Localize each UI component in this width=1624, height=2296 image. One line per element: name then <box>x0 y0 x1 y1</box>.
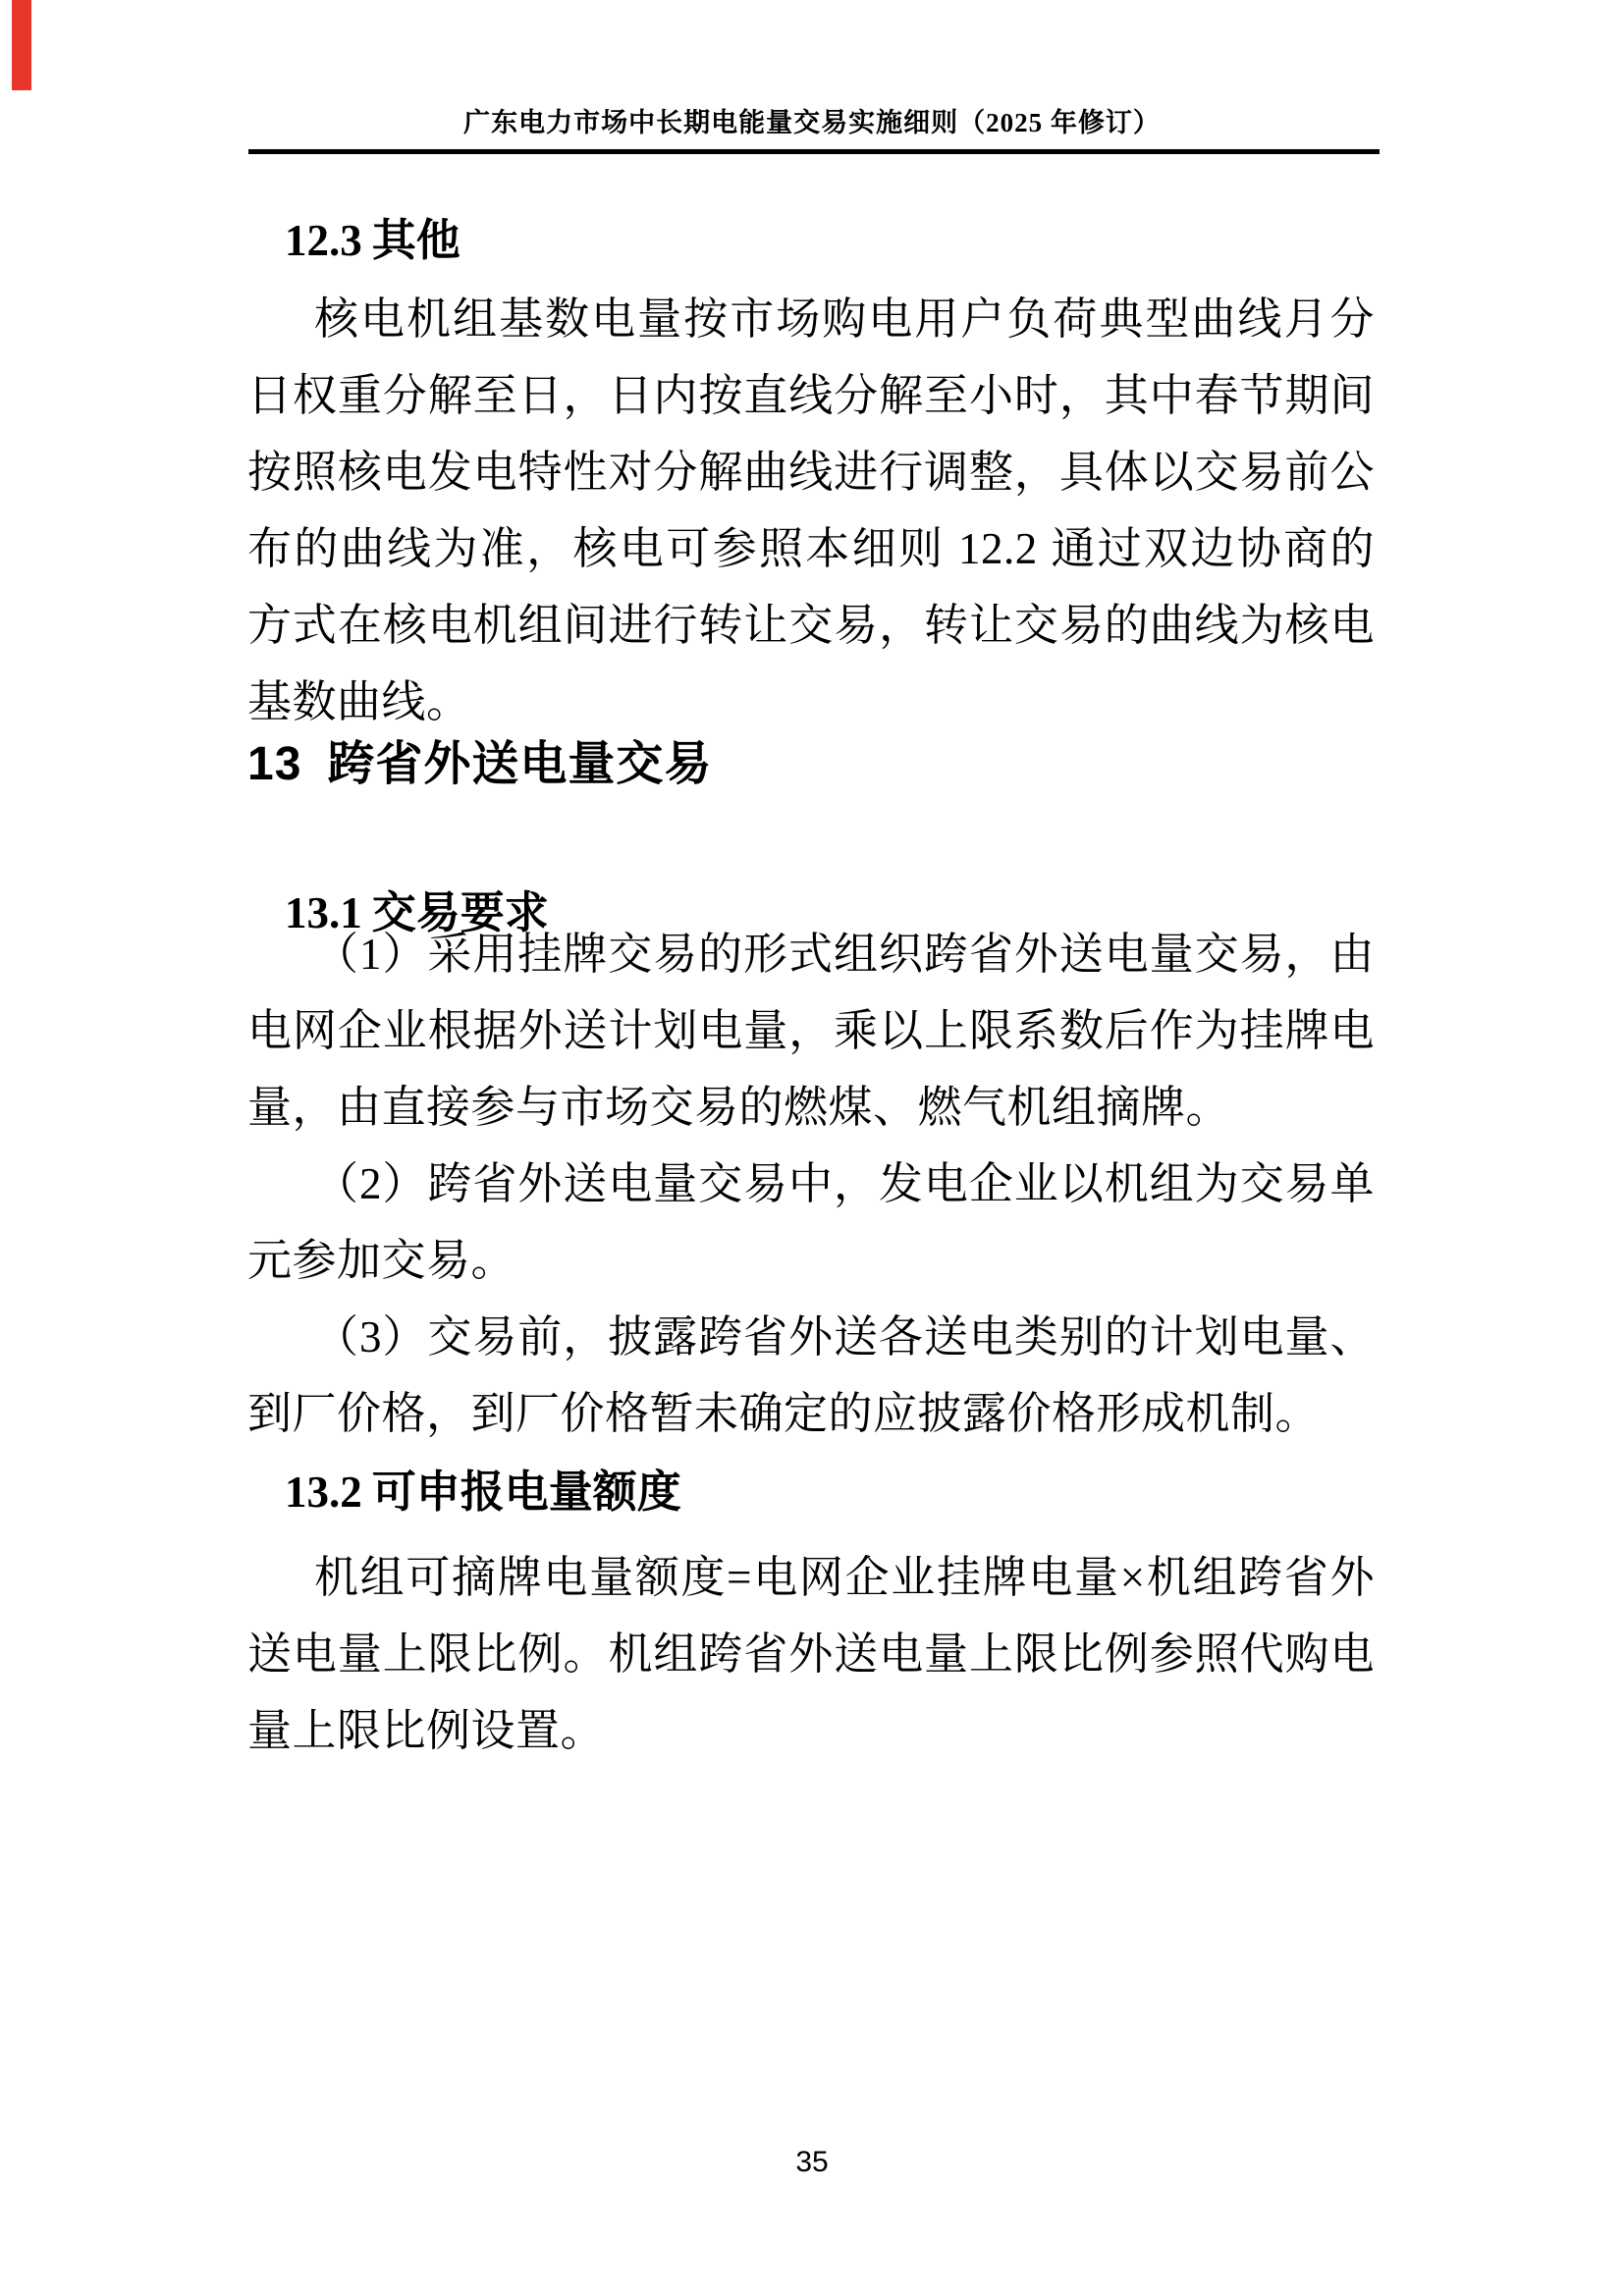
paragraph-13-1-item-2: （2）跨省外送电量交易中，发电企业以机组为交易单元参加交易。 <box>247 1159 1375 1285</box>
section-heading-12-3 <box>285 211 1375 270</box>
chapter-title: 跨省外送电量交易 <box>327 738 713 790</box>
page-number: 35 <box>795 2146 829 2178</box>
section-number: 12.3 <box>285 216 362 265</box>
section-heading-13-2 <box>285 1463 1375 1522</box>
chapter-number: 13 <box>247 738 302 790</box>
paragraph-13-1-item-3: （3）交易前，披露跨省外送各送电类别的计划电量、到厂价格，到厂价格暂未确定的应披露价格形成机制。 <box>247 1312 1375 1438</box>
section-title: 交易要求 <box>371 888 549 937</box>
header-rule <box>248 149 1380 154</box>
section-title: 可申报电量额度 <box>371 1468 681 1517</box>
section-number: 13.2 <box>285 1468 362 1517</box>
section-number: 13.1 <box>285 888 362 937</box>
chapter-heading-13 <box>247 730 1375 799</box>
paragraph-13-2: 机组可摘牌电量额度=电网企业挂牌电量×机组跨省外送电量上限比例。机组跨省外送电量上限比例参照代购电量上限比例设置。 <box>247 1553 1375 1755</box>
paragraph-12-3: 核电机组基数电量按市场购电用户负荷典型曲线月分日权重分解至日，日内按直线分解至小时，其中春节期间按照核电发电特性对分解曲线进行调整，具体以交易前公布的曲线为准，核电可参照本细则 12.2 通过双边协商的方式在核电机组间进行转让交易，转让交易的曲线为核电基数曲线。 <box>247 294 1375 726</box>
red-highlight-mark <box>12 0 31 90</box>
running-header-title: 广东电力市场中长期电能量交易实施细则（2025 年修订） <box>463 108 1161 137</box>
section-title: 其他 <box>371 216 460 265</box>
paragraph-13-1-item-1: （1）采用挂牌交易的形式组织跨省外送电量交易，由电网企业根据外送计划电量，乘以上限系数后作为挂牌电量，由直接参与市场交易的燃煤、燃气机组摘牌。 <box>247 930 1375 1132</box>
